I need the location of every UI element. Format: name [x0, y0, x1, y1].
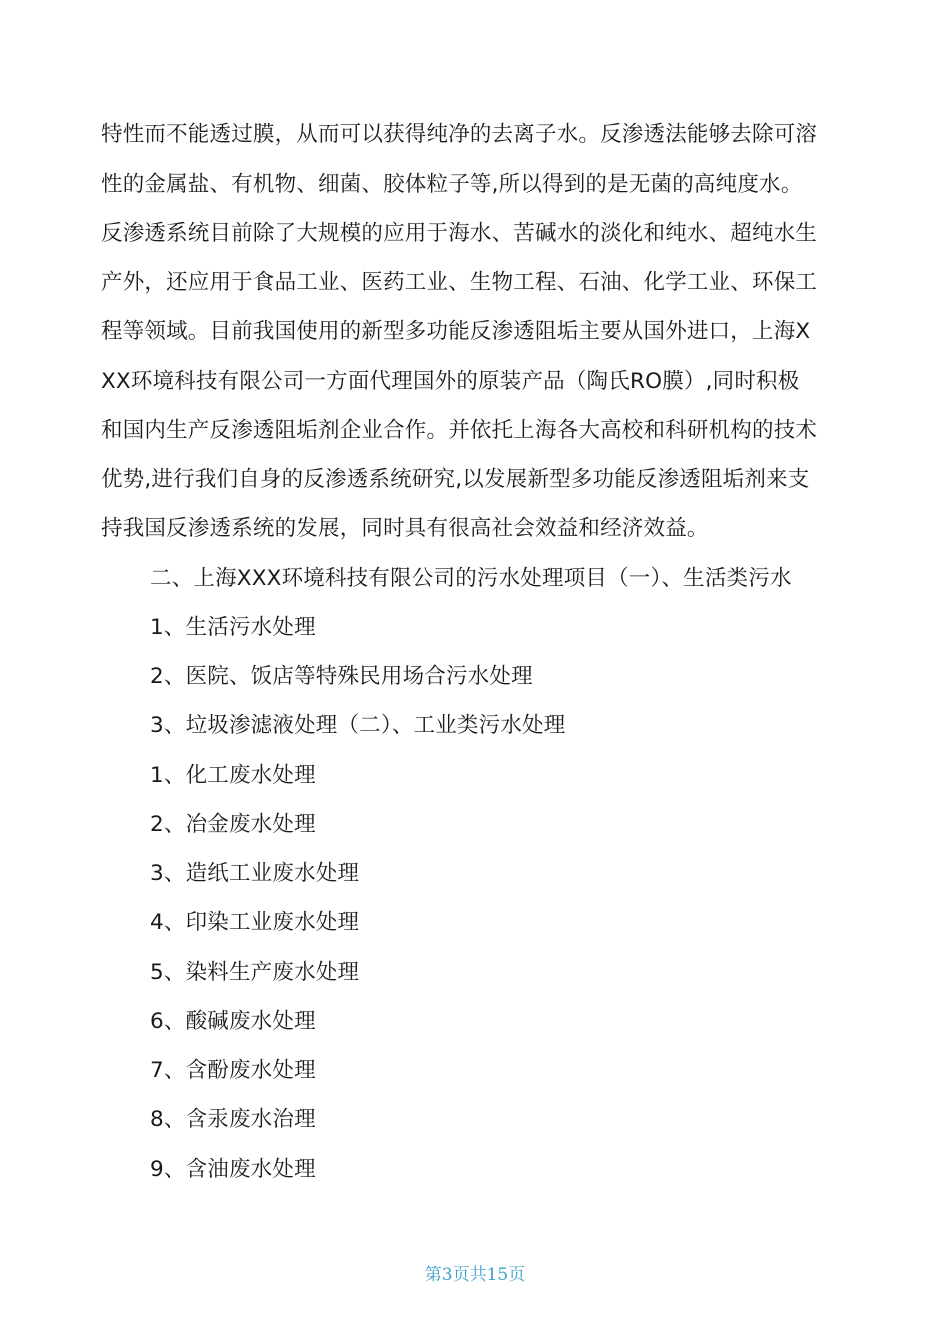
paragraph-line: 产外，还应用于食品工业、医药工业、生物工程、石油、化学工业、环保工: [101, 270, 818, 295]
list-item: 7、含酚废水处理: [150, 1058, 316, 1083]
list-item: 9、含油废水处理: [150, 1157, 316, 1182]
list-item: 6、酸碱废水处理: [150, 1009, 316, 1034]
paragraph-line: 优势,进行我们自身的反渗透系统研究,以发展新型多功能反渗透阻垢剂来支: [101, 467, 810, 492]
section-heading: 二、上海XXX环境科技有限公司的污水处理项目（一）、生活类污水: [150, 566, 792, 591]
list-item: 8、含汞废水治理: [150, 1107, 316, 1132]
list-item: 1、生活污水处理: [150, 615, 316, 640]
list-item: 4、印染工业废水处理: [150, 910, 360, 935]
list-item: 1、化工废水处理: [150, 763, 316, 788]
paragraph-line: 特性而不能透过膜，从而可以获得纯净的去离子水。反渗透法能够去除可溶: [101, 122, 818, 147]
list-item: 3、造纸工业废水处理: [150, 861, 360, 886]
paragraph-line: 程等领域。目前我国使用的新型多功能反渗透阻垢主要从国外进口，上海X: [101, 319, 811, 344]
list-item: 5、染料生产废水处理: [150, 960, 360, 985]
paragraph-line: 性的金属盐、有机物、细菌、胶体粒子等,所以得到的是无菌的高纯度水。: [101, 172, 803, 197]
paragraph-line: 和国内生产反渗透阻垢剂企业合作。并依托上海各大高校和科研机构的技术: [101, 418, 818, 443]
page-number-footer: 第3页共15页: [424, 1265, 526, 1285]
paragraph-line: 反渗透系统目前除了大规模的应用于海水、苦碱水的淡化和纯水、超纯水生: [101, 221, 818, 246]
list-item: 3、垃圾渗滤液处理（二）、工业类污水处理: [150, 713, 566, 738]
paragraph-line: XX环境科技有限公司一方面代理国外的原装产品（陶氏RO膜）,同时积极: [101, 369, 800, 394]
list-item: 2、冶金废水处理: [150, 812, 316, 837]
paragraph-line: 持我国反渗透系统的发展，同时具有很高社会效益和经济效益。: [101, 516, 709, 541]
list-item: 2、医院、饭店等特殊民用场合污水处理: [150, 664, 533, 689]
